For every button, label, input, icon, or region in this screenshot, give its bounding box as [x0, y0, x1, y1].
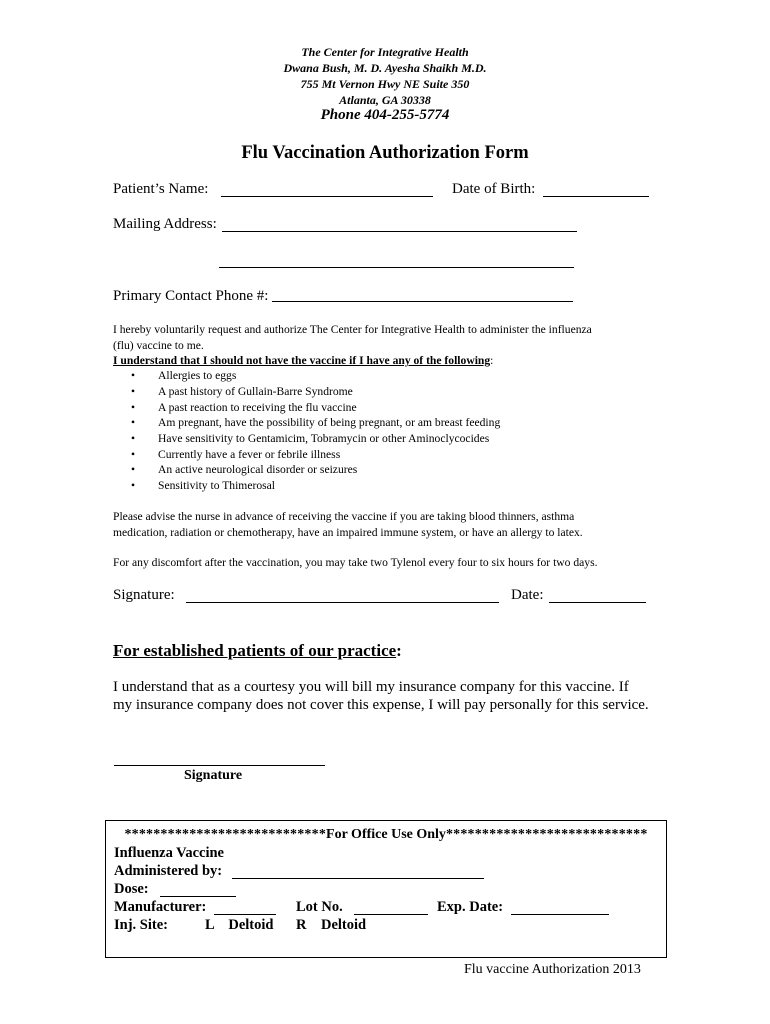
bullet-icon: • [131, 401, 136, 414]
manufacturer-field[interactable] [214, 914, 276, 915]
established-heading [113, 641, 402, 661]
contraindication-heading [113, 353, 493, 369]
discomfort-note: For any discomfort after the vaccination, you may take two Tylenol every four to six hours for two days. [113, 556, 598, 569]
list-item-text: Am pregnant, have the possibility of being pregnant, or am breast feeding [158, 416, 501, 429]
advise-line-1: Please advise the nurse in advance of receiving the vaccine if you are taking blood thinners, asthma [113, 510, 575, 523]
bullet-icon: • [131, 416, 136, 429]
list-item-text: Currently have a fever or febrile illness [158, 448, 341, 461]
consent-line-1: I hereby voluntarily request and authorize The Center for Integrative Health to administer the influenza [113, 323, 592, 336]
form-title: Flu Vaccination Authorization Form [241, 143, 529, 163]
vaccine-label: Influenza Vaccine [114, 845, 224, 861]
list-item [131, 385, 353, 398]
org-name: The Center for Integrative Health [301, 45, 469, 59]
list-item [131, 369, 236, 382]
contraindication-colon: : [490, 354, 494, 367]
exp-date-field[interactable] [511, 914, 609, 915]
list-item-text: Have sensitivity to Gentamicim, Tobramycin or other Aminoclycocides [158, 432, 490, 445]
insurance-line-2: my insurance company does not cover this expense, I will pay personally for this service. [113, 697, 649, 713]
lot-label: Lot No. [296, 899, 343, 915]
list-item-text: A past reaction to receiving the flu vaccine [158, 401, 357, 414]
dob-field[interactable] [543, 196, 649, 197]
list-item [131, 432, 489, 445]
list-item [131, 401, 357, 414]
exp-date-label: Exp. Date: [437, 899, 504, 915]
bullet-icon: • [131, 479, 136, 492]
signature-field[interactable] [186, 602, 499, 603]
established-heading-text: For established patients of our practice [113, 641, 397, 660]
phone-number: Phone 404-255-5774 [320, 107, 450, 123]
insurance-signature-label: Signature [184, 768, 243, 783]
mailing-address-field-1[interactable] [222, 231, 577, 232]
list-item [131, 448, 340, 461]
list-item-text: An active neurological disorder or seizures [158, 463, 358, 476]
contraindication-heading-text: I understand that I should not have the vaccine if I have any of the following [113, 354, 491, 367]
list-item [131, 463, 357, 476]
manufacturer-label: Manufacturer: [114, 899, 207, 915]
insurance-line-1: I understand that as a courtesy you will bill my insurance company for this vaccine. If [113, 679, 629, 695]
advise-line-2: medication, radiation or chemotherapy, have an impaired immune system, or have an allergy to latex. [113, 526, 583, 539]
right-deltoid-option[interactable]: R Deltoid [296, 917, 367, 933]
consent-line-2: (flu) vaccine to me. [113, 339, 204, 352]
insurance-signature-field[interactable] [114, 765, 325, 766]
office-use-title-row [105, 827, 667, 843]
bullet-icon: • [131, 448, 136, 461]
stars-left: **************************** [124, 827, 327, 842]
bullet-icon: • [131, 385, 136, 398]
dose-label: Dose: [114, 881, 149, 897]
mailing-address-field-2[interactable] [219, 267, 574, 268]
office-use-title: For Office Use Only [326, 827, 446, 842]
city-state-zip: Atlanta, GA 30338 [339, 93, 431, 107]
signature-label: Signature: [113, 587, 175, 603]
list-item-text: A past history of Gullain-Barre Syndrome [158, 385, 353, 398]
lot-field[interactable] [354, 914, 428, 915]
list-item [131, 479, 275, 492]
left-deltoid-option[interactable]: L Deltoid [205, 917, 274, 933]
list-item-text: Sensitivity to Thimerosal [158, 479, 276, 492]
bullet-icon: • [131, 463, 136, 476]
contact-phone-field[interactable] [272, 301, 573, 302]
list-item [131, 416, 500, 429]
date-field[interactable] [549, 602, 646, 603]
patient-name-label: Patient’s Name: [113, 181, 209, 197]
doctor-names: Dwana Bush, M. D. Ayesha Shaikh M.D. [283, 61, 487, 75]
dob-label: Date of Birth: [452, 181, 536, 197]
stars-right: **************************** [445, 827, 648, 842]
date-label: Date: [511, 587, 544, 603]
established-heading-colon: : [396, 641, 402, 660]
contact-phone-label: Primary Contact Phone #: [113, 288, 269, 304]
administered-field[interactable] [232, 878, 484, 879]
bullet-icon: • [131, 432, 136, 445]
inj-site-label: Inj. Site: [114, 917, 168, 933]
list-item-text: Allergies to eggs [158, 369, 237, 382]
administered-label: Administered by: [114, 863, 223, 879]
street-address: 755 Mt Vernon Hwy NE Suite 350 [300, 77, 470, 91]
dose-field[interactable] [160, 896, 236, 897]
footer-caption: Flu vaccine Authorization 2013 [464, 962, 641, 977]
mailing-address-label: Mailing Address: [113, 216, 217, 232]
bullet-icon: • [131, 369, 136, 382]
patient-name-field[interactable] [221, 196, 433, 197]
